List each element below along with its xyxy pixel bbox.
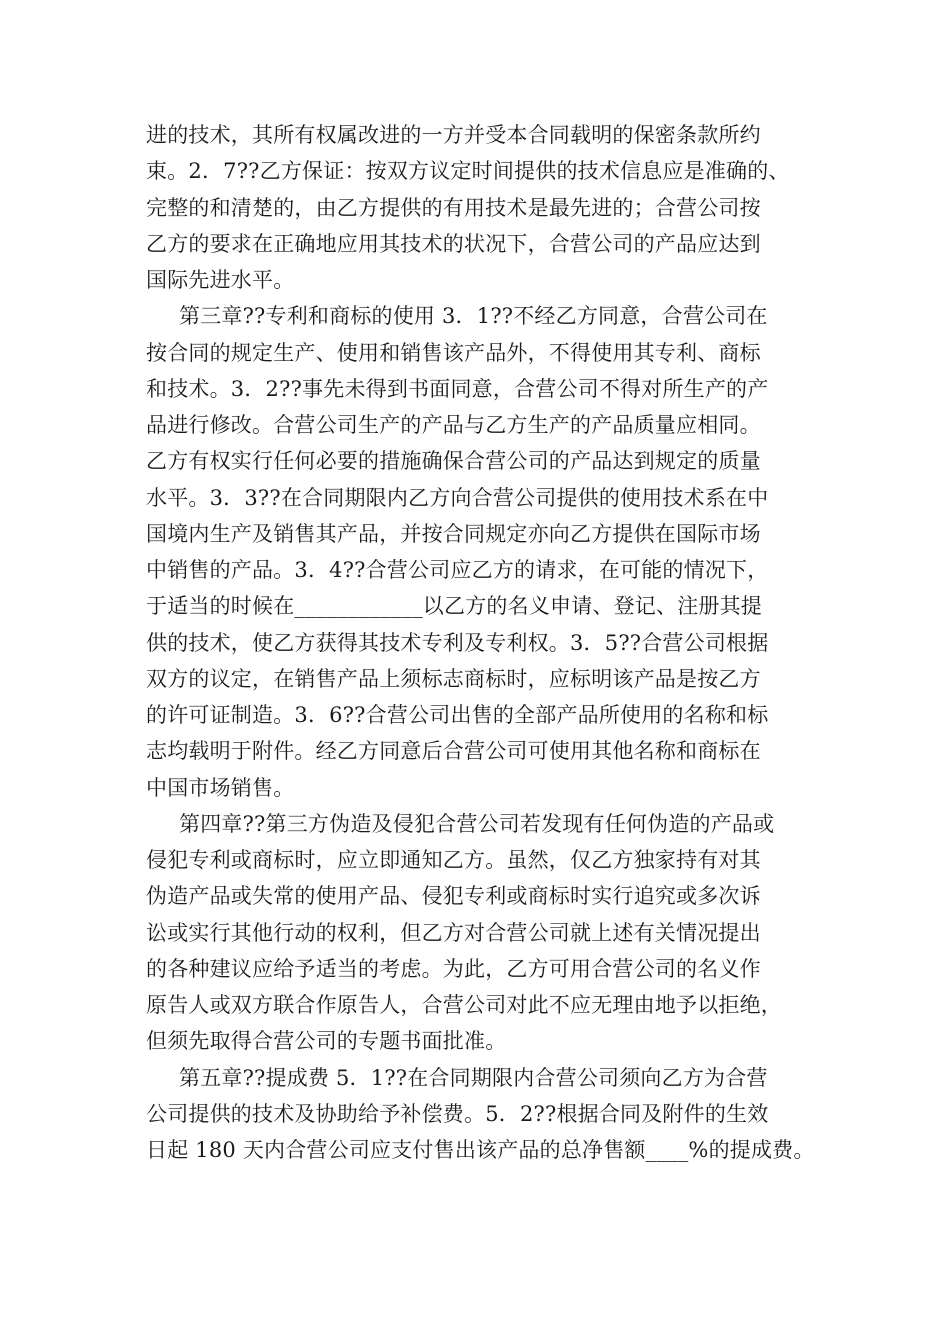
text-line: 进的技术，其所有权属改进的一方并受本合同载明的保密条款所约 <box>146 123 761 147</box>
text-line: 伪造产品或失常的使用产品、侵犯专利或商标时实行追究或多次诉 <box>146 884 761 909</box>
text-line: 完整的和清楚的，由乙方提供的有用技术是最先进的；合营公司按 <box>146 195 761 220</box>
text-line: 供的技术，使乙方获得其技术专利及专利权。3．5??合营公司根据 <box>146 630 769 655</box>
text-line: 侵犯专利或商标时，应立即通知乙方。虽然，仅乙方独家持有对其 <box>146 848 761 872</box>
text-line: 品进行修改。合营公司生产的产品与乙方生产的产品质量应相同。 <box>146 413 761 437</box>
text-line: 日起 180 天内合营公司应支付售出该产品的总净售额____%的提成费。 <box>146 1138 815 1162</box>
text-line: 但须先取得合营公司的专题书面批准。 <box>146 1029 507 1054</box>
text-line: 按合同的规定生产、使用和销售该产品外，不得使用其专利、商标 <box>146 340 761 365</box>
text-line: 乙方有权实行任何必要的措施确保合营公司的产品达到规定的质量 <box>146 449 761 474</box>
text-line: 中销售的产品。3．4??合营公司应乙方的请求，在可能的情况下， <box>146 558 769 582</box>
text-line: 水平。3．3??在合同期限内乙方向合营公司提供的使用技术系在中 <box>146 485 769 510</box>
text-line: 束。2．7??乙方保证：按双方议定时间提供的技术信息应是准确的、 <box>146 159 790 184</box>
document-body <box>146 117 826 1168</box>
text-line: 于适当的时候在____________以乙方的名义申请、登记、注册其提 <box>146 594 762 619</box>
text-line: 中国市场销售。 <box>146 775 295 800</box>
text-line: 讼或实行其他行动的权利，但乙方对合营公司就上述有关情况提出 <box>146 920 761 945</box>
text-line: 乙方的要求在正确地应用其技术的状况下，合营公司的产品应达到 <box>146 231 761 256</box>
chapter-3-heading-line: 第三章??专利和商标的使用 3．1??不经乙方同意，合营公司在 <box>179 304 768 329</box>
text-line: 国际先进水平。 <box>146 268 295 292</box>
chapter-4-heading-line: 第四章??第三方伪造及侵犯合营公司若发现有任何伪造的产品或 <box>179 811 775 836</box>
text-line: 国境内生产及销售其产品，并按合同规定亦向乙方提供在国际市场 <box>146 521 761 546</box>
text-line: 的各种建议应给予适当的考虑。为此，乙方可用合营公司的名义作 <box>146 956 761 981</box>
text-line: 原告人或双方联合作原告人，合营公司对此不应无理由地予以拒绝， <box>146 993 782 1017</box>
text-line: 和技术。3．2??事先未得到书面同意，合营公司不得对所生产的产 <box>146 376 769 401</box>
text-line: 志均载明于附件。经乙方同意后合营公司可使用其他名称和商标在 <box>146 739 761 764</box>
chapter-5-heading-line: 第五章??提成费 5．1??在合同期限内合营公司须向乙方为合营 <box>179 1065 768 1090</box>
text-line: 的许可证制造。3．6??合营公司出售的全部产品所使用的名称和标 <box>146 703 769 727</box>
text-line: 公司提供的技术及协助给予补偿费。5．2??根据合同及附件的生效 <box>146 1101 769 1126</box>
text-line: 双方的议定，在销售产品上须标志商标时，应标明该产品是按乙方 <box>146 666 761 691</box>
